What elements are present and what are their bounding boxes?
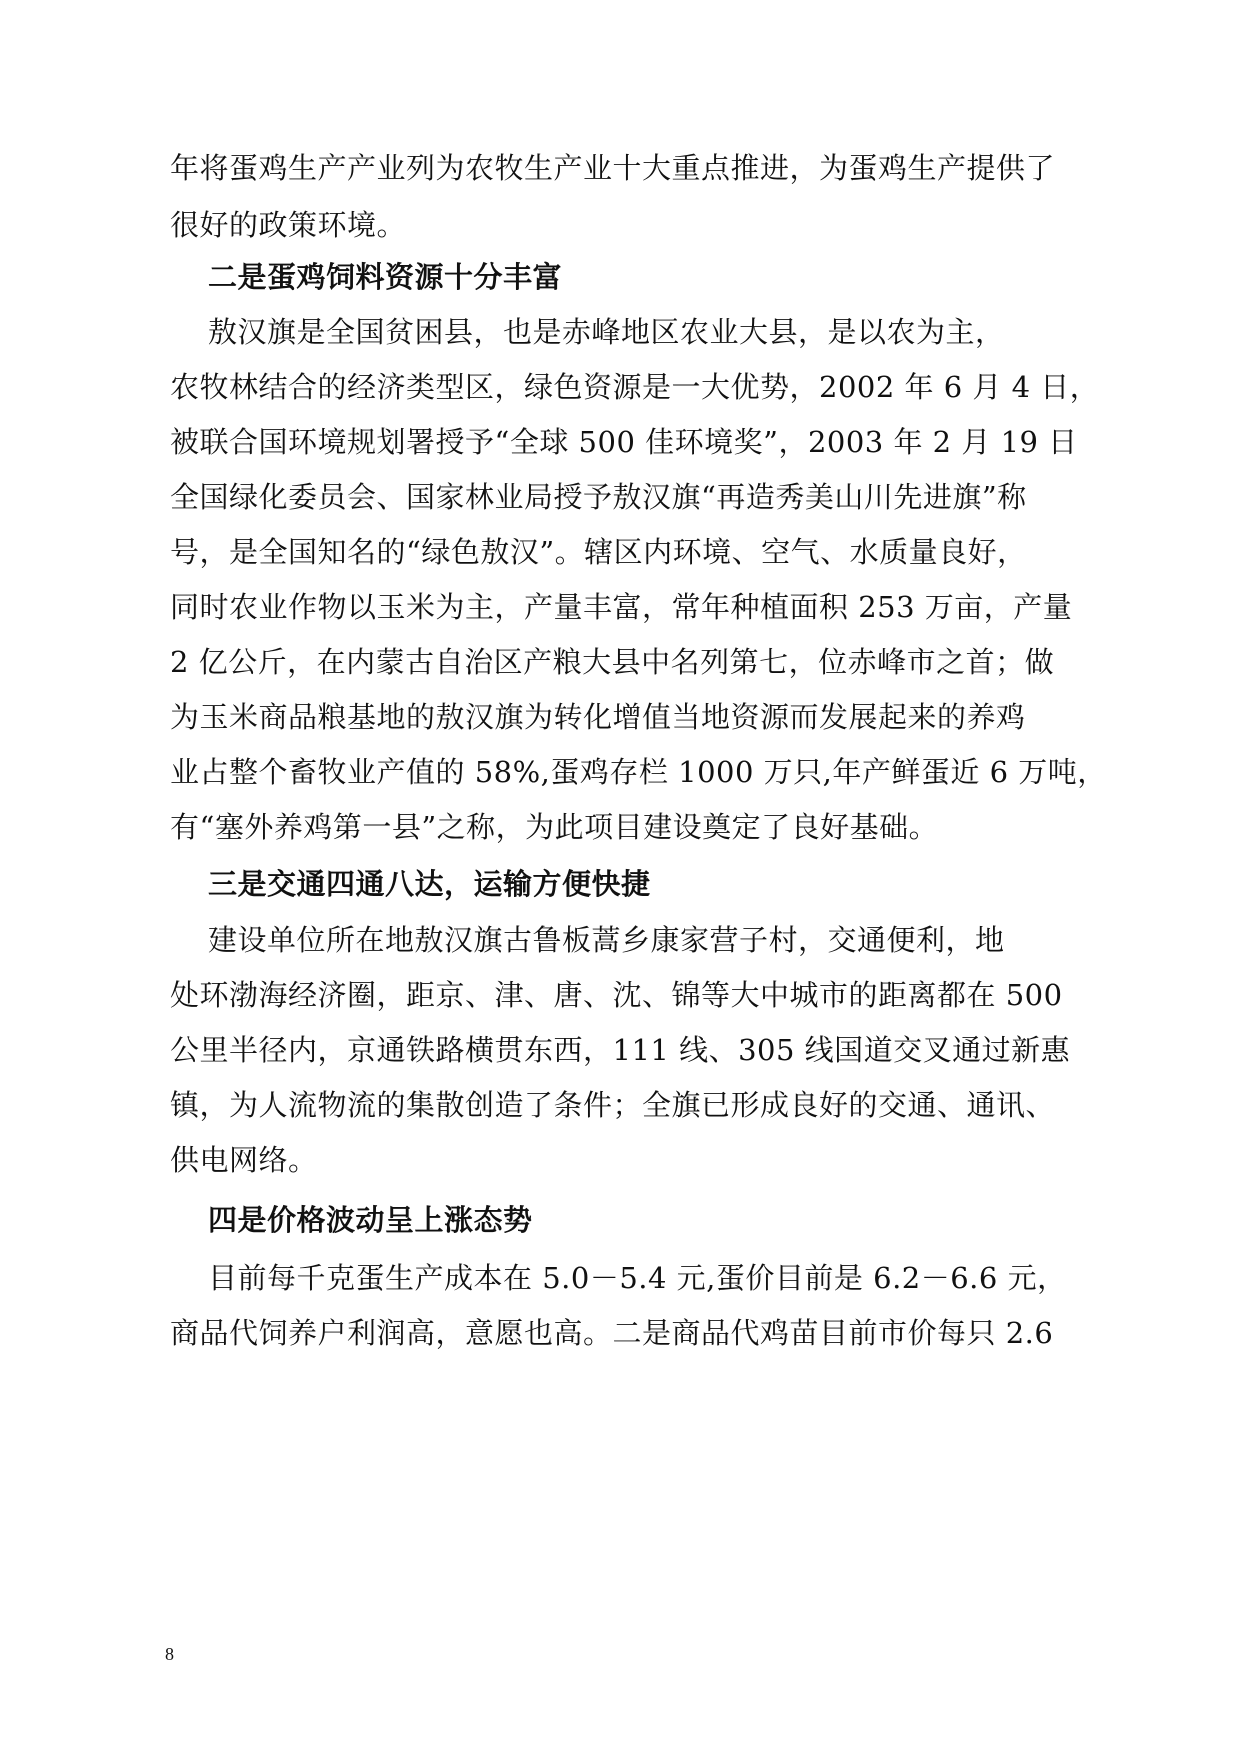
paragraph-line: 农牧林结合的经济类型区，绿色资源是一大优势，2002 年 6 月 4 日，	[170, 370, 1100, 404]
paragraph-line: 公里半径内，京通铁路横贯东西，111 线、305 线国道交叉通过新惠	[170, 1033, 1071, 1067]
paragraph-line: 供电网络。	[170, 1143, 318, 1177]
paragraph-line: 目前每千克蛋生产成本在 5.0－5.4 元,蛋价目前是 6.2－6.6 元，	[208, 1261, 1067, 1295]
section-heading: 二是蛋鸡饲料资源十分丰富	[208, 260, 563, 294]
paragraph-line: 全国绿化委员会、国家林业局授予敖汉旗“再造秀美山川先进旗”称	[170, 480, 1027, 514]
paragraph-line: 商品代饲养户利润高，意愿也高。二是商品代鸡苗目前市价每只 2.6	[170, 1316, 1054, 1350]
paragraph-line: 建设单位所在地敖汉旗古鲁板蒿乡康家营子村，交通便利，地	[208, 923, 1005, 957]
paragraph-line: 同时农业作物以玉米为主，产量丰富，常年种植面积 253 万亩，产量	[170, 590, 1073, 624]
section-heading: 三是交通四通八达，运输方便快捷	[208, 867, 651, 901]
paragraph-line: 镇，为人流物流的集散创造了条件；全旗已形成良好的交通、通讯、	[170, 1088, 1056, 1122]
section-heading: 四是价格波动呈上涨态势	[208, 1203, 533, 1237]
paragraph-line: 年将蛋鸡生产产业列为农牧生产业十大重点推进，为蛋鸡生产提供了	[170, 151, 1056, 185]
paragraph-line: 被联合国环境规划署授予“全球 500 佳环境奖”，2003 年 2 月 19 日	[170, 425, 1078, 459]
paragraph-line: 很好的政策环境。	[170, 208, 407, 242]
paragraph-line: 处环渤海经济圈，距京、津、唐、沈、锦等大中城市的距离都在 500	[170, 978, 1063, 1012]
paragraph-line: 为玉米商品粮基地的敖汉旗为转化增值当地资源而发展起来的养鸡	[170, 700, 1026, 734]
paragraph-line: 有“塞外养鸡第一县”之称，为此项目建设奠定了良好基础。	[170, 810, 939, 844]
paragraph-line: 业占整个畜牧业产值的 58%,蛋鸡存栏 1000 万只,年产鲜蛋近 6 万吨，	[170, 755, 1107, 789]
paragraph-line: 敖汉旗是全国贫困县，也是赤峰地区农业大县，是以农为主，	[208, 315, 1005, 349]
paragraph-line: 号，是全国知名的“绿色敖汉”。辖区内环境、空气、水质量良好，	[170, 535, 1027, 569]
page-number: 8	[165, 1644, 174, 1664]
paragraph-line: 2 亿公斤，在内蒙古自治区产粮大县中名列第七，位赤峰市之首；做	[170, 645, 1055, 679]
